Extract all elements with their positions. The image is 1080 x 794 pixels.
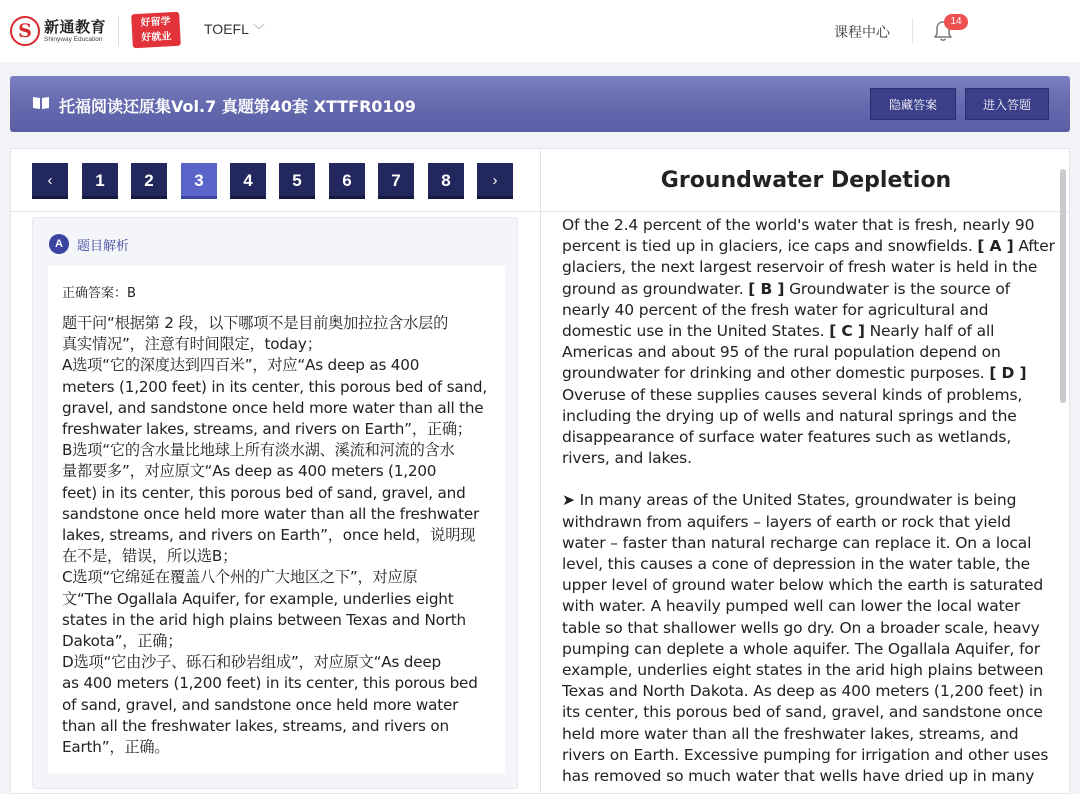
passage-line xyxy=(562,724,1052,745)
passage-text-segment: its center, this porous bed of sand, gravel, and sandstone once xyxy=(562,703,1043,722)
passage-text-segment: After xyxy=(1013,237,1055,256)
explanation-line: 题干问“根据第 2 段，以下哪项不是目前奥加拉拉含水层的 xyxy=(62,314,449,332)
question-number-button[interactable]: 1 xyxy=(82,163,118,199)
exam-selector[interactable] xyxy=(204,21,265,38)
book-icon xyxy=(32,96,50,110)
passage-line xyxy=(562,660,1052,681)
insertion-marker[interactable]: [ A ] xyxy=(977,237,1014,256)
exam-title-bar xyxy=(10,76,1070,132)
explanation-line: states in the arid high plains between Texas and North xyxy=(62,610,466,629)
passage-text xyxy=(562,215,1055,787)
explanation-line: D选项“它由沙子、砾石和砂岩组成”，对应原文“As deep xyxy=(62,653,441,672)
passage-text-segment: domestic use in the United States. xyxy=(562,322,830,341)
question-number-button[interactable]: 7 xyxy=(378,163,414,199)
explanation-line: gravel, and sandstone once held more water than all the xyxy=(62,398,484,417)
slogan-badge xyxy=(131,12,181,48)
page-title: 托福阅读还原集Vol.7 真题第40套 XTTFR0109 xyxy=(59,97,416,116)
passage-text-segment: held more water than all the freshwater lakes, streams, and xyxy=(562,724,1019,743)
passage-text-segment: water – faster than natural recharge can replace it. On a local xyxy=(562,533,1032,552)
passage-line xyxy=(562,681,1052,702)
insertion-marker[interactable]: [ D ] xyxy=(989,364,1027,383)
passage-text-segment: pumping can deplete a whole aquifer. The Ogallala Aquifer, for xyxy=(562,639,1040,658)
question-number-button[interactable]: 5 xyxy=(279,163,315,199)
passage-line xyxy=(562,321,1052,342)
passage-text-segment: rivers on Earth. Excessive pumping for irrigation and other uses xyxy=(562,745,1049,764)
explanation-line: freshwater lakes, streams, and rivers on Earth”，正确； xyxy=(62,420,472,439)
explanation-line: C选项“它绵延在覆盖八个州的广大地区之下”，对应原 xyxy=(62,568,418,587)
passage-line xyxy=(562,236,1055,257)
enter-answer-button[interactable]: 进入答题 xyxy=(965,88,1049,120)
passage-line xyxy=(562,512,1052,533)
analysis-card xyxy=(32,217,518,789)
passage-line xyxy=(562,448,1052,469)
passage-line xyxy=(562,300,1052,321)
passage-line xyxy=(562,385,1052,406)
brand-logo[interactable] xyxy=(10,15,106,47)
question-number-button[interactable]: 2 xyxy=(131,163,167,199)
notification-badge: 14 xyxy=(944,14,968,30)
explanation-line: sandstone once held more water than all the freshwater xyxy=(62,504,480,523)
exam-selector-label: TOEFL xyxy=(204,21,249,37)
logo-icon: S xyxy=(10,16,40,46)
explanation-line: Earth”，正确。 xyxy=(62,738,170,757)
analysis-heading: 题目解析 xyxy=(77,238,130,254)
passage-line xyxy=(562,596,1052,617)
passage-text-segment: disappearance of surface water features such as wetlands, xyxy=(562,428,1012,447)
passage-text-segment: Groundwater is the source of xyxy=(784,279,1010,298)
passage-line xyxy=(562,702,1052,723)
explanation-line: A选项“它的深度达到四百米”，对应“As deep as 400 xyxy=(62,356,420,375)
passage-text-segment: Texas and North Dakota. As deep as 400 meters (1,200 feet) in xyxy=(562,682,1043,701)
passage-line xyxy=(562,215,1052,236)
passage-line xyxy=(562,618,1052,639)
passage-text-segment: Nearly half of all xyxy=(864,322,995,341)
explanation-line: lakes, streams, and rivers on Earth”，once held，说明现 xyxy=(62,526,476,545)
passage-text-segment: nearly 40 percent of the fresh water for agricultural and xyxy=(562,300,989,319)
insertion-marker[interactable]: [ B ] xyxy=(748,279,785,298)
hide-answer-button[interactable]: 隐藏答案 xyxy=(870,88,956,120)
passage-text-segment: In many areas of the United States, groundwater is being xyxy=(574,491,1017,510)
explanation-line: Dakota”，正确； xyxy=(62,632,183,651)
logo-subtext: Shinyway Education xyxy=(44,36,103,43)
question-number-button[interactable]: 8 xyxy=(428,163,464,199)
logo-text: 新通教育 xyxy=(44,18,107,36)
explanation-line: 真实情况”，注意有时间限定，today； xyxy=(62,335,322,354)
passage-line xyxy=(562,554,1052,575)
passage-line xyxy=(562,363,1052,384)
analysis-badge-icon: A xyxy=(49,234,69,254)
passage-line xyxy=(562,257,1052,278)
passage-line xyxy=(562,279,1052,300)
passage-line xyxy=(562,490,1052,511)
question-number-button[interactable]: 6 xyxy=(329,163,365,199)
passage-text-segment: upper level of ground water below which the earth is saturated xyxy=(562,576,1044,595)
passage-text-segment: table so that shallower wells go dry. On a broader scale, heavy xyxy=(562,618,1040,637)
explanation-line: feet) in its center, this porous bed of sand, gravel, and xyxy=(62,483,466,502)
analysis-body xyxy=(48,266,505,773)
passage-line xyxy=(562,745,1052,766)
explanation-line: meters (1,200 feet) in its center, this porous bed of sand, xyxy=(62,377,487,396)
slogan-line: 好留学 xyxy=(140,16,171,29)
passage-text-segment: Overuse of these supplies causes several kinds of problems, xyxy=(562,385,1023,404)
passage-line xyxy=(562,427,1052,448)
passage-separator xyxy=(541,211,1070,212)
logo-divider xyxy=(118,16,119,46)
passage-line xyxy=(562,406,1052,427)
passage-line xyxy=(562,575,1052,596)
passage-line xyxy=(562,639,1052,660)
question-number-button-active[interactable]: 3 xyxy=(181,163,217,199)
analysis-panel xyxy=(10,148,540,794)
passage-text-segment: rivers, and lakes. xyxy=(562,449,692,468)
passage-text-segment: percent is tied up in glaciers, ice caps and snowfields. xyxy=(562,237,978,256)
passage-line xyxy=(562,533,1052,554)
correct-answer: 正确答案：B xyxy=(62,286,136,301)
passage-text-segment: including the drying up of wells and natural springs and the xyxy=(562,406,1017,425)
paragraph-arrow-icon: ➤ xyxy=(562,491,575,510)
passage-text-segment: ground as groundwater. xyxy=(562,279,749,298)
nav-divider xyxy=(912,18,913,44)
passage-scrollbar[interactable] xyxy=(1060,169,1066,403)
passage-line xyxy=(562,766,1052,787)
paragraph-gap xyxy=(562,469,1052,490)
passage-text-segment: has removed so much water that wells have dried up in many xyxy=(562,767,1035,786)
explanation-line: 文“The Ogallala Aquifer, for example, underlies eight xyxy=(62,589,454,608)
slogan-line: 好就业 xyxy=(141,31,172,44)
passage-text-segment: groundwater for drinking and other domestic purposes. xyxy=(562,364,990,383)
explanation-line: 量都要多”，对应原文“As deep as 400 meters (1,200 xyxy=(62,462,437,481)
course-center-link[interactable]: 课程中心 xyxy=(834,25,890,41)
passage-text-segment: example, underlies eight states in the arid high plains between xyxy=(562,661,1044,680)
passage-text-segment: with water. A heavily pumped well can lower the local water xyxy=(562,597,1021,616)
passage-title: Groundwater Depletion xyxy=(660,168,952,193)
insertion-marker[interactable]: [ C ] xyxy=(829,322,865,341)
passage-panel xyxy=(540,148,1070,794)
passage-text-segment: withdrawn from aquifers – layers of earth or rock that yield xyxy=(562,512,1011,531)
explanation-line: B选项“它的含水量比地球上所有淡水湖、溪流和河流的含水 xyxy=(62,441,455,460)
passage-text-segment: Americas and about 95 of the rural population depend on xyxy=(562,343,1001,362)
passage-text-segment: level, this causes a cone of depression in the water table, the xyxy=(562,555,1031,574)
explanation-line: 在不是，错误，所以选B； xyxy=(62,547,238,566)
analysis-header xyxy=(49,234,129,254)
explanation-line: than all the freshwater lakes, streams, and rivers on xyxy=(62,716,449,735)
explanation-line: of sand, gravel, and sandstone once held more water xyxy=(62,695,459,714)
passage-line xyxy=(562,342,1052,363)
next-question-button[interactable]: › xyxy=(477,163,513,199)
question-number-button[interactable]: 4 xyxy=(230,163,266,199)
passage-paragraph-1 xyxy=(562,215,1055,469)
explanation-text xyxy=(62,313,491,758)
prev-question-button[interactable]: ‹ xyxy=(32,163,68,199)
explanation-line: as 400 meters (1,200 feet) in its center, this porous bed xyxy=(62,674,478,693)
nav-separator xyxy=(11,211,540,212)
passage-text-segment: Of the 2.4 percent of the world's water that is fresh, nearly 90 xyxy=(562,216,1035,234)
top-navbar xyxy=(0,0,1080,62)
passage-paragraph-2 xyxy=(562,490,1052,787)
chevron-down-icon: ﹀ xyxy=(252,23,265,37)
passage-text-segment: glaciers, the next largest reservoir of fresh water is held in the xyxy=(562,258,1038,277)
